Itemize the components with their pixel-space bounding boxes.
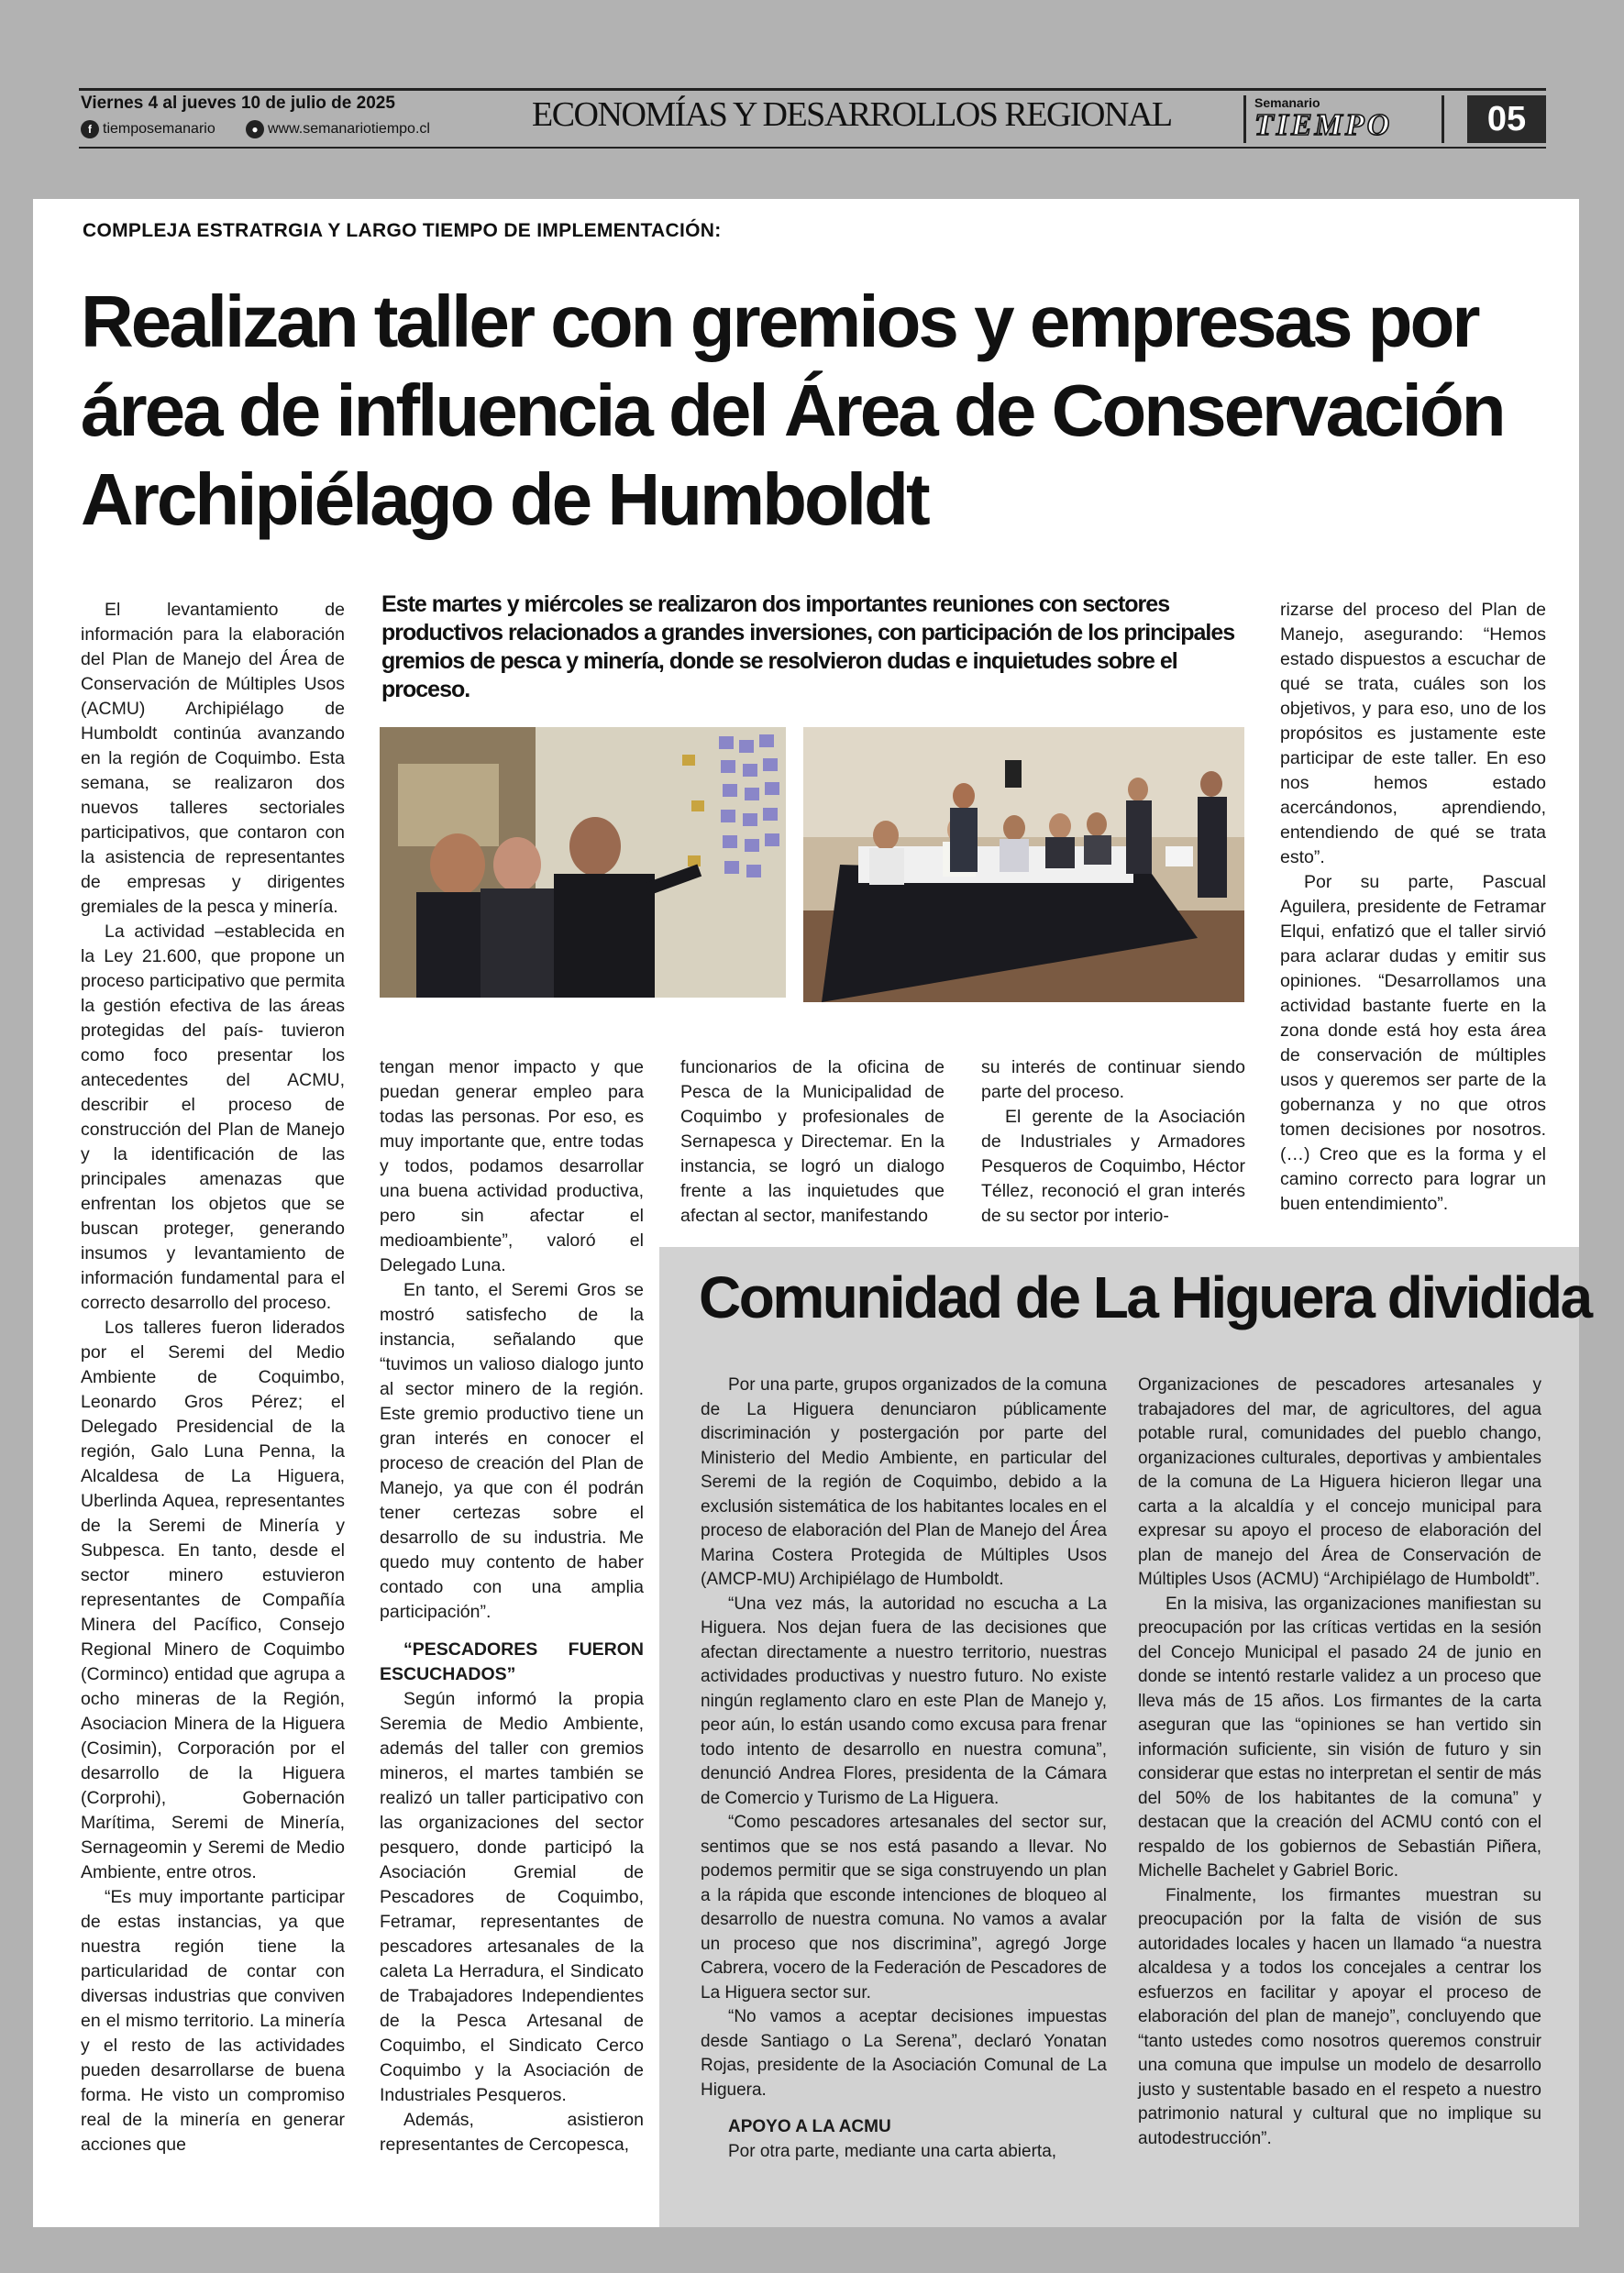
website-link[interactable] bbox=[246, 120, 430, 138]
article-paragraph: Según informó la propia Seremia de Medio Ambiente, además del taller con gremios mineros, el martes también se realizó un taller participativo con las organizaciones del sector pesquero, donde participó la Asociación Gremial de Pescadores de Coquimbo, Fetramar, representantes de pescadores artesanales de la caleta La Herradura, el Sindicato de Trabajadores Independientes de la Pesca Artesanal de Coquimbo, el Sindicato Cerco Coquimbo y la Asociación de Industriales Pesqueros. bbox=[380, 1689, 644, 2105]
article-paragraph: rizarse del proceso del Plan de Manejo, asegurando: “Hemos estado dispuestos a escuchar de qué se trata, cuáles son los objetivos, y para eso, uno de los propósitos es justamente este participar de este taller. En eso nos hemos estado acercándonos, aprendiendo, entendiendo de qué se trata esto”. bbox=[1280, 600, 1546, 867]
brand-divider-right bbox=[1442, 95, 1444, 143]
sidebar-column-left bbox=[701, 1374, 1107, 2164]
sidebar-paragraph: “No vamos a aceptar decisiones impuestas desde Santiago o La Serena”, declaró Yonatan Rojas, presidente de la Asociación Comunal de La Higuera. bbox=[701, 2007, 1107, 2100]
article-paragraph: su interés de continuar siendo parte del proceso. bbox=[981, 1057, 1245, 1102]
article-paragraph: La actividad –establecida en la Ley 21.600, que propone un proceso participativo que permita la gestión efectiva de las áreas protegidas del país- tuvieron como foco presentar los antecedentes del ACMU, describir el proceso de construcción del Plan de Manejo y la identificación de las principales amenazas que enfrentan los objetos que se buscan proteger, generando insumos y levantamiento de información fundamental para el correcto desarrollo del proceso. bbox=[81, 921, 345, 1313]
sidebar-paragraph: Organizaciones de pescadores artesanales y trabajadores del mar, de agricultores, del agua potable rural, comunidades del pueblo chango, organizaciones culturales, deportivas y ambientales de la comuna de La Higuera hicieron llegar una carta a la alcaldía y el concejo municipal para expresar su apoyo el proceso de elaboración del plan de manejo del Área de Conservación de Múltiples Usos (ACMU) “Archipiélago de Humboldt”. bbox=[1138, 1375, 1541, 1589]
article-column-3 bbox=[680, 1055, 945, 1229]
sidebar-box-title: Comunidad de La Higuera dividida bbox=[699, 1264, 1591, 1330]
article-column-4 bbox=[981, 1055, 1245, 1229]
facebook-handle: tiemposemanario bbox=[103, 121, 215, 137]
sidebar-paragraph: “Una vez más, la autoridad no escucha a La Higuera. Nos dejan fuera de las decisiones que afectan directamente a nuestro territorio, nuestras actividades productivas y nuestro futuro. No existe ningún reglamento claro en este Plan de Manejo y, peor aún, lo están usando como excusa para frenar todo intento de desarrollo en nuestra comuna”, denunció Andrea Flores, presidenta de la Cámara de Comercio y Turismo de La Higuera. bbox=[701, 1594, 1107, 1808]
article-subhead: “PESCADORES FUERON ESCUCHADOS” bbox=[380, 1639, 644, 1684]
article-column-1 bbox=[81, 598, 345, 2157]
article-lead: Este martes y miércoles se realizaron dos importantes reuniones con sectores productivos relacionados a grandes inversiones, con participación de los principales gremios de pesca y minería, donde se resolvieron dudas e inquietudes sobre el proceso. bbox=[381, 591, 1235, 702]
article-kicker: COMPLEJA ESTRATRGIA Y LARGO TIEMPO DE IMPLEMENTACIÓN: bbox=[83, 220, 722, 241]
website-url: www.semanariotiempo.cl bbox=[268, 121, 430, 137]
globe-icon: ● bbox=[246, 120, 264, 138]
article-paragraph: En tanto, el Seremi Gros se mostró satisfecho de la instancia, señalando que “tuvimos un valioso dialogo junto al sector minero de la región. Este gremio productivo tiene un gran interés en conocer el proceso de creación del Plan de Manejo, ya que con él podrán tener certezas sobre el desarrollo de su industria. Me quedo muy contento de haber contado con una amplia participación”. bbox=[380, 1280, 644, 1622]
article-paragraph: funcionarios de la oficina de Pesca de la Municipalidad de Coquimbo y profesionales de Sernapesca y Directemar. En la instancia, se logró un dialogo frente a las inquietudes que afectan al sector, manifestando bbox=[680, 1057, 945, 1226]
facebook-link[interactable] bbox=[81, 120, 215, 138]
page-number: 05 bbox=[1467, 95, 1546, 143]
sidebar-paragraph: Por otra parte, mediante una carta abierta, bbox=[728, 2141, 1057, 2161]
photo-meeting-room-illustration bbox=[803, 727, 1244, 1002]
section-title: ECONOMÍAS Y DESARROLLOS REGIONAL bbox=[532, 95, 1172, 134]
sidebar-column-right bbox=[1138, 1374, 1541, 2151]
article-paragraph: “Es muy importante participar de estas instancias, ya que nuestra región tiene la particularidad de contar con diversas industrias que conviven en el mismo territorio. La minería y el resto de las actividades pueden desarrollarse de buena forma. He visto un compromiso real de la minería en generar acciones que bbox=[81, 1887, 345, 2155]
article-column-2 bbox=[380, 1055, 644, 2157]
sidebar-paragraph: En la misiva, las organizaciones manifiestan su preocupación por las críticas vertidas en la sesión del Concejo Municipal el pasado 24 de junio en donde se intentó restarle validez a un proceso que lleva más de 15 años. Los firmantes de la carta aseguran que las “opiniones se han vertido sin información suficiente, sin visión de futuro y sin considerar que estas no interpretan el sentir de más del 50% de los habitantes de la comuna” y destacan que la creación del ACMU contó con el respaldo de los gobiernos de Sebastián Piñera, Michelle Bachelet y Gabriel Boric. bbox=[1138, 1594, 1541, 1881]
sidebar-paragraph: Por una parte, grupos organizados de la comuna de La Higuera denunciaron públicamente discriminación y postergación por parte del Ministerio del Medio Ambiente, en particular del Seremi de la región de Coquimbo, debido a la exclusión sistemática de los habitantes locales en el proceso de elaboración del Plan de Manejo del Área Marina Costera Protegida de Múltiples Usos (AMCP-MU) Archipiélago de Humboldt. bbox=[701, 1375, 1107, 1589]
article-paragraph: Por su parte, Pascual Aguilera, presidente de Fetramar Elqui, enfatizó que el taller sirvió para aclarar dudas y emitir sus opiniones. “Desarrollamos una actividad bastante fuerte en la zona donde está hoy esta área de conservación de múltiples usos y queremos ser parte de la gobernanza y no que otros tomen decisiones por nosotros. (…) Creo que es la forma y el camino correcto para lograr un buen entendimiento”. bbox=[1280, 872, 1546, 1214]
article-paragraph: tengan menor impacto y que puedan generar empleo para todas las personas. Por eso, es muy importante que, entre todas y todos, podamos desarrollar una buena actividad productiva, pero sin afectar el medioambiente”, valoró el Delegado Luna. bbox=[380, 1057, 644, 1275]
photo-workshop-wall-illustration bbox=[380, 727, 786, 998]
photo-meeting-room bbox=[803, 727, 1244, 1002]
article-paragraph: Además, asistieron representantes de Cercopesca, bbox=[380, 2110, 644, 2155]
brand-divider-left bbox=[1243, 95, 1246, 143]
header-top-rule bbox=[79, 88, 1546, 91]
article-paragraph: Los talleres fueron liderados por el Seremi del Medio Ambiente de Coquimbo, Leonardo Gros Pérez; el Delegado Presidencial de la región, Galo Luna Penna, la Alcaldesa de La Higuera, Uberlinda Aquea, representantes de la Seremi de Minería y Subpesca. En tanto, desde el sector minero estuvieron representantes de Compañía Minera del Pacífico, Consejo Regional Minero de Coquimbo (Corminco) entidad que agrupa a ocho mineras de la Región, Asociacion Minera de la Higuera (Cosimin), Corporación por el desarrollo de la Higuera (Corprohi), Gobernación Marítima, Seremi de Minería, Sernageomin y Seremi de Medio Ambiente, entre otros. bbox=[81, 1318, 345, 1882]
brand-logo: TIEMPO bbox=[1254, 108, 1393, 142]
sidebar-paragraph: “Como pescadores artesanales del sector sur, sentimos que se nos está pasando a llevar. No podemos permitir que se siga construyendo un plan a la rápida que esconde intenciones de bloqueo al desarrollo de nuestra comuna. No vamos a avalar un proceso que nos discrimina”, agregó Jorge Cabrera, vocero de la Federación de Pescadores de La Higuera sector sur. bbox=[701, 1813, 1107, 2003]
issue-date: Viernes 4 al jueves 10 de julio de 2025 bbox=[81, 94, 395, 113]
article-paragraph: El gerente de la Asociación de Industriales y Armadores Pesqueros de Coquimbo, Héctor Téllez, reconoció el gran interés de su sector por interio- bbox=[981, 1107, 1245, 1226]
article-paragraph: El levantamiento de información para la elaboración del Plan de Manejo del Área de Conservación de Múltiples Usos (ACMU) Archipiélago de Humboldt continúa avanzando en la región de Coquimbo. Esta semana, se realizaron dos nuevos talleres sectoriales participativos, que contaron con la asistencia de representantes de empresas y dirigentes gremiales de la pesca y minería. bbox=[81, 600, 345, 917]
facebook-icon: f bbox=[81, 120, 99, 138]
article-column-5 bbox=[1280, 598, 1546, 1217]
sidebar-subhead: APOYO A LA ACMU bbox=[728, 2117, 891, 2136]
photo-workshop-wall bbox=[380, 727, 786, 998]
sidebar-paragraph: Finalmente, los firmantes muestran su preocupación por la falta de visión de sus autoridades locales y hacen un llamado “a nuestra alcaldesa y a todos los concejales a centrar los esfuerzos en facilitar y apoyar el proceso de elaboración del plan de manejo”, concluyendo que “tanto ustedes como nosotros queremos construir una comuna que impulse un modelo de desarrollo justo y sustentable basado en el respeto a nuestro patrimonio natural y cultural que no implique su autodestrucción”. bbox=[1138, 1885, 1541, 2148]
header-bottom-rule bbox=[79, 147, 1546, 149]
brand-subtitle: Semanario bbox=[1254, 95, 1320, 110]
article-headline: Realizan taller con gremios y empresas por área de influencia del Área de Conservación Archipiélago de Humboldt bbox=[81, 281, 1504, 540]
